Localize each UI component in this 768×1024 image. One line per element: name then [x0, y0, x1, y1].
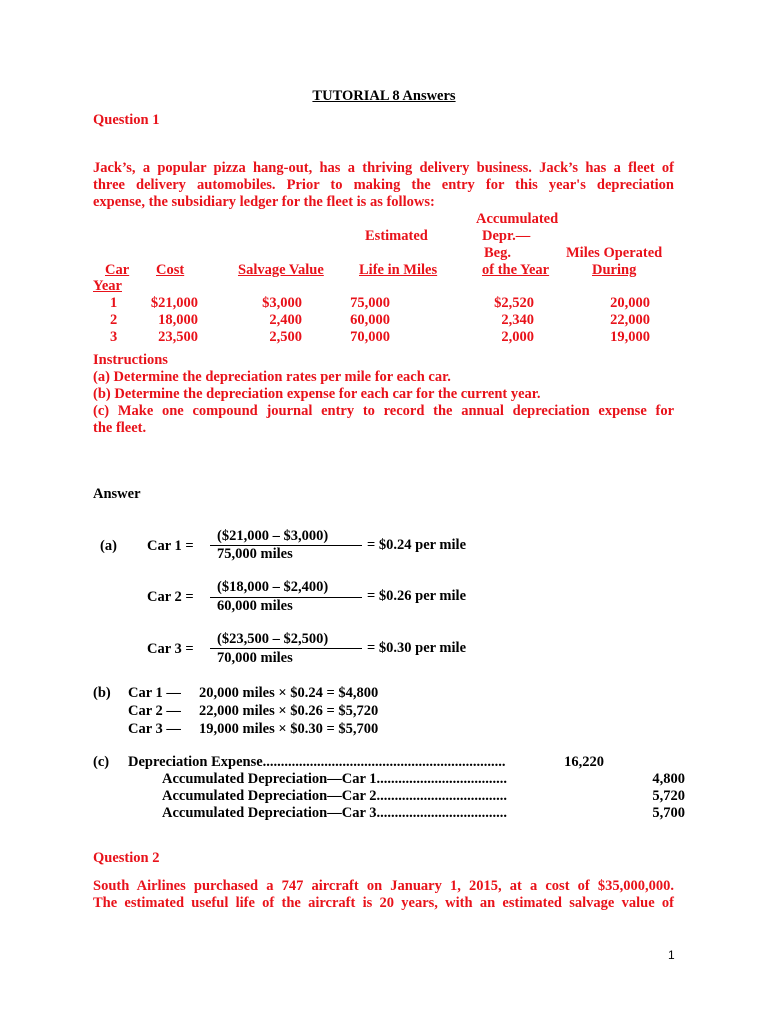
instruction-c-line: the fleet.: [93, 420, 147, 436]
fraction-denominator: 75,000 miles: [217, 546, 293, 562]
cell-cost: 18,000: [158, 312, 198, 328]
question-2-line: South Airlines purchased a 747 aircraft on January 1, 2015, at a cost of $35,000,000.: [93, 878, 674, 894]
cell-cost: 23,500: [158, 329, 198, 345]
expense-car: Car 1 —: [128, 685, 181, 701]
cell-car: 3: [110, 329, 118, 345]
cell-life: 60,000: [350, 312, 390, 328]
cell-salvage: 2,500: [269, 329, 302, 345]
part-b-label: (b): [93, 685, 111, 701]
cell-accum: $2,520: [494, 295, 534, 311]
account-name: Accumulated Depreciation—Car 1: [162, 771, 377, 787]
header-car: Car: [105, 262, 130, 278]
fraction-denominator: 60,000 miles: [217, 598, 293, 614]
credit-account: [162, 771, 534, 788]
dot-leader: ....................................: [376, 805, 508, 821]
cell-accum: 2,000: [501, 329, 534, 345]
instructions-heading: Instructions: [93, 352, 168, 368]
question-2-heading: Question 2: [93, 850, 160, 866]
header-salvage-value: Salvage Value: [238, 262, 324, 278]
cell-life: 70,000: [350, 329, 390, 345]
header-beg: Beg.: [484, 245, 511, 261]
part-c-label: (c): [93, 754, 110, 770]
cell-salvage: $3,000: [262, 295, 302, 311]
debit-amount: 16,220: [564, 754, 604, 770]
cell-miles: 19,000: [610, 329, 650, 345]
intro-line: expense, the subsidiary ledger for the fleet is as follows:: [93, 194, 435, 210]
question-2-line: The estimated useful life of the aircraft is 20 years, with an estimated salvage value of: [93, 895, 674, 911]
header-estimated: Estimated: [365, 228, 428, 244]
header-cost: Cost: [156, 262, 185, 278]
credit-amount: 4,800: [652, 771, 685, 787]
cell-miles: 20,000: [610, 295, 650, 311]
rate-result: = $0.30 per mile: [367, 640, 467, 656]
intro-line: three delivery automobiles. Prior to making the entry for this year's depreciation: [93, 177, 674, 193]
rate-label: Car 1 =: [147, 538, 194, 554]
cell-car: 1: [110, 295, 118, 311]
expense-car: Car 3 —: [128, 721, 181, 737]
credit-account: [162, 788, 534, 805]
expense-calc: 19,000 miles × $0.30 = $5,700: [199, 721, 379, 737]
fraction-denominator: 70,000 miles: [217, 650, 293, 666]
cell-accum: 2,340: [501, 312, 534, 328]
header-miles-operated: Miles Operated: [566, 245, 663, 261]
expense-car: Car 2 —: [128, 703, 181, 719]
account-name: Depreciation Expense: [128, 754, 263, 770]
header-depr: Depr.—: [482, 228, 531, 244]
cell-cost: $21,000: [150, 295, 198, 311]
expense-calc: 22,000 miles × $0.26 = $5,720: [199, 703, 379, 719]
question-2-text: [93, 878, 674, 912]
cell-miles: 22,000: [610, 312, 650, 328]
header-accumulated: Accumulated: [476, 211, 559, 227]
dot-leader: ....................................: [376, 788, 508, 804]
credit-account: [162, 805, 534, 822]
credit-amount: 5,700: [652, 805, 685, 821]
header-life-in-miles: Life in Miles: [359, 262, 438, 278]
dot-leader: ...................................................................: [262, 754, 506, 770]
page-title: TUTORIAL 8 Answers: [312, 88, 456, 104]
instruction-c-line: (c) Make one compound journal entry to record the annual depreciation expense for: [93, 403, 674, 419]
cell-salvage: 2,400: [269, 312, 302, 328]
credit-amount: 5,720: [652, 788, 685, 804]
question-1-intro: [93, 160, 674, 211]
intro-line: Jack’s, a popular pizza hang-out, has a thriving delivery business. Jack’s has a fleet of: [93, 160, 674, 176]
account-name: Accumulated Depreciation—Car 3: [162, 805, 377, 821]
instruction-b: (b) Determine the depreciation expense for each car for the current year.: [93, 386, 541, 402]
header-of-the-year: of the Year: [482, 262, 550, 278]
instruction-c: [93, 403, 674, 437]
fraction-numerator: ($21,000 – $3,000): [217, 528, 329, 544]
fraction-numerator: ($18,000 – $2,400): [217, 579, 329, 595]
rate-result: = $0.24 per mile: [367, 537, 467, 553]
part-a-label: (a): [100, 538, 117, 554]
cell-car: 2: [110, 312, 118, 328]
header-year: Year: [93, 278, 122, 294]
page-number: 1: [668, 948, 675, 962]
cell-life: 75,000: [350, 295, 390, 311]
question-1-heading: Question 1: [93, 112, 160, 128]
header-during: During: [592, 262, 637, 278]
instruction-a: (a) Determine the depreciation rates per mile for each car.: [93, 369, 451, 385]
fraction-numerator: ($23,500 – $2,500): [217, 631, 329, 647]
expense-calc: 20,000 miles × $0.24 = $4,800: [199, 685, 379, 701]
rate-label: Car 2 =: [147, 589, 194, 605]
rate-result: = $0.26 per mile: [367, 588, 467, 604]
dot-leader: ....................................: [376, 771, 508, 787]
answer-heading: Answer: [93, 486, 141, 502]
debit-account: [128, 754, 534, 771]
rate-label: Car 3 =: [147, 641, 194, 657]
account-name: Accumulated Depreciation—Car 2: [162, 788, 377, 804]
fraction-bar: [210, 648, 362, 649]
